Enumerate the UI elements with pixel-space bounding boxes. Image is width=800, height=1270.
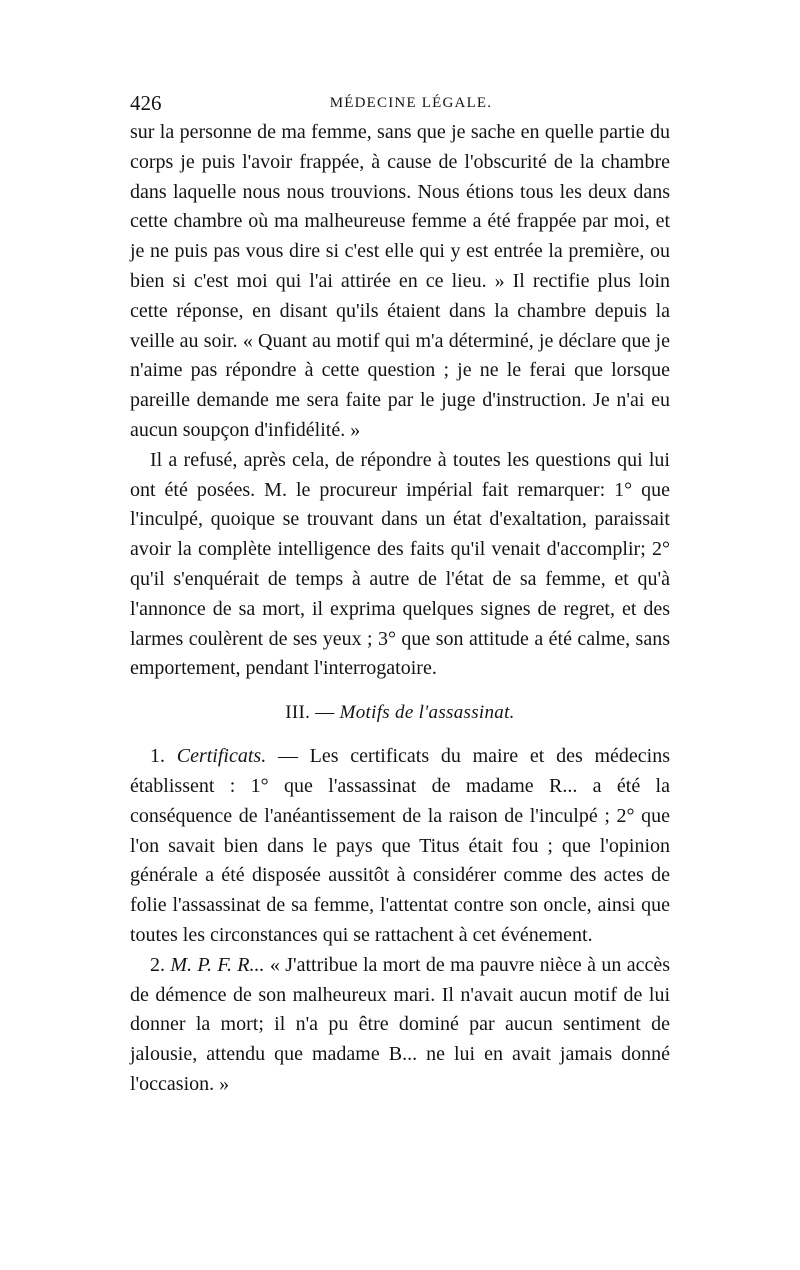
body-text <box>130 118 670 1100</box>
item-label: Certificats. <box>176 745 267 768</box>
item-text: « J'attribue la mort de ma pauvre nièce à un accès de démence de son malheureux mari. Il n'avait aucun motif de lui donner la mort; il n'a pu être dominé par aucun sentiment de jalousie, attendu que madame B... ne lui en avait jamais donné l'occasion. » <box>130 953 670 1095</box>
item-text: — Les certificats du maire et des médecins établissent : 1° que l'assassinat de madame R... a été la conséquence de l'anéantissement de la raison de l'inculpé ; 2° que l'on savait bien dans le pays que Titus était fou ; que l'opinion générale a été disposée aussitôt à considérer comme des actes de folie l'assassinat de sa femme, l'attentat contre son oncle, ainsi que toutes les circonstances qui se rattachent à cet événement. <box>130 745 670 946</box>
section-title: Motifs de l'assassinat. <box>339 702 515 724</box>
paragraph-continued: sur la personne de ma femme, sans que je sache en quelle partie du corps je puis l'avoir frappée, à cause de l'obscurité de la chambre dans laquelle nous nous trouvions. Nous étions tous les deux dans cette chambre où ma malheureuse femme a été frappée par moi, et je ne puis pas vous dire si c'est elle qui y est entrée la première, ou bien si c'est moi qui l'ai attirée en ce lieu. » Il rectifie plus loin cette réponse, en disant qu'ils étaient dans la chambre depuis la veille au soir. « Quant au motif qui m'a déterminé, je déclare que je n'aime pas répondre à cette question ; je ne le ferai que lorsque pareille demande me sera faite par le juge d'instruction. Je n'ai eu aucun soupçon d'infidélité. » <box>130 121 670 441</box>
list-item-testimony <box>130 951 670 1100</box>
item-number: 1. <box>150 745 177 768</box>
running-head <box>130 88 670 118</box>
item-label: M. P. F. R... <box>170 953 265 976</box>
section-heading <box>130 698 670 728</box>
list-item-certificats <box>130 742 670 951</box>
item-number: 2. <box>150 953 171 976</box>
section-number: III. — <box>285 702 340 724</box>
book-page <box>130 88 670 1100</box>
page-number: 426 <box>130 91 162 115</box>
running-title: MÉDECINE LÉGALE. <box>329 95 493 111</box>
paragraph-procureur: Il a refusé, après cela, de répondre à toutes les questions qui lui ont été posées. M. le procureur impérial fait remarquer: 1° que l'inculpé, quoique se trouvant dans un état d'exaltation, paraissait avoir la complète intelligence des faits qu'il venait d'accomplir; 2° qu'il s'enquérait de temps à autre de l'état de sa femme, et qu'à l'annonce de sa mort, il exprima quelques signes de regret, et des larmes coulèrent de ses yeux ; 3° que son attitude a été calme, sans emportement, pendant l'interrogatoire. <box>130 448 670 680</box>
